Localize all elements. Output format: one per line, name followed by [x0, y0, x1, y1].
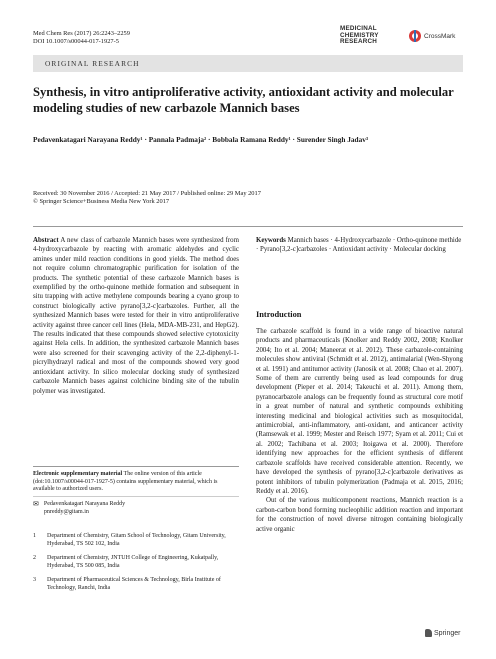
- correspondence: [33, 501, 239, 516]
- affiliation-number: 2: [33, 555, 36, 562]
- abstract-text: A new class of carbazole Mannich bases were synthesized from 4-hydroxycarbazole by reacting with aromatic aldehydes and cyclic amines under mild reaction conditions in good yields. The method does not require column chromatographic purification for isolation of the products. The synthetic potential of these carbazole Mannich bases is exemplified by the ortho-quinone methide formation and subsequent in situ trapping with active methylene compounds bearing a cyano group to construct biologically active pyrano[3,2-c]carbazoles. Further, all the synthesized Mannich bases were tested for their in vitro antiproliferative activity against three cancer cell lines (Hela, MDA-MB-231, and HepG2). The results indicated that these compounds showed selective cytotoxicity against Hela cells. In addition, the synthesized carbazole Mannich bases were also screened for their scavenging activity of the 2,2-diphenyl-1-picrylhydrazyl radical and most of the compounds showed very good antioxidant activity. In silico molecular docking study of synthesized carbazole Mannich bases against colchicine binding site of the tubulin polymer was investigated.: [33, 237, 239, 395]
- esm-note: [33, 471, 239, 494]
- paragraph: Out of the various multicomponent reactions, Mannich reaction is a carbon-carbon bond forming nucleophilic addition reaction and important for the construction of novel diverse nitrogen containing biologically active organic: [256, 497, 463, 533]
- affiliation-number: 3: [33, 577, 36, 584]
- affiliation-item: [33, 533, 239, 548]
- affiliation-item: [33, 555, 239, 570]
- springer-horse-icon: [425, 629, 432, 637]
- introduction-body: [256, 327, 463, 534]
- logo-line: RESEARCH: [340, 38, 377, 46]
- esm-label: Electronic supplementary material: [33, 471, 123, 477]
- affiliation-number: 1: [33, 533, 36, 539]
- publisher-label: Springer: [434, 629, 461, 637]
- crossmark-icon: [409, 30, 421, 42]
- affiliation-item: [33, 577, 239, 592]
- affiliation-text: Department of Pharmaceutical Sciences & Technology, Birla Institute of Technology, Ranchi, India: [47, 577, 221, 591]
- corresponding-author: Pedavenkatagari Narayana Reddy: [43, 501, 126, 507]
- email-link[interactable]: pnreddy@gitam.in: [43, 508, 89, 515]
- affiliation-text: Department of Chemistry, Gitam School of Technology, Gitam University, Hyderabad, TS 502 102, India: [47, 533, 226, 547]
- divider: [33, 226, 463, 227]
- envelope-icon: ✉: [33, 500, 39, 508]
- author-list: Pedavenkatagari Narayana Reddy¹ · Pannala Padmaja² · Bobbala Ramana Reddy¹ · Surender Singh Jadav³: [33, 135, 369, 144]
- dates-line: Received: 30 November 2016 / Accepted: 21 May 2017 / Published online: 29 May 2017: [33, 190, 261, 197]
- footnote-divider: [33, 466, 239, 467]
- publisher-mark: [425, 629, 460, 637]
- keywords-text: Mannich bases · 4-Hydroxycarbazole · Ortho-quinone methide · Pyrano[3,2-c]carbazoles · Antioxidant activity · Molecular docking: [256, 237, 462, 254]
- article-title: Synthesis, in vitro antiproliferative activity, antioxidant activity and molecular modeling studies of new carbazole Mannich bases: [33, 85, 454, 115]
- keywords-label: Keywords: [256, 237, 286, 244]
- copyright-line: © Springer Science+Business Media New York 2017: [33, 198, 170, 206]
- paragraph: The carbazole scaffold is found in a wide range of bioactive natural products and pharmaceuticals (Knolker and Reddy 2002, 2008; Knolker 2004; Ito et al. 2004; Maneerat et al. 2012). These carbazole-containing molecules show antiviral (Schmidt et al. 2012), antimalarial (Wen-Shyong et al. 1991) and antitumor activity (Janosik et al. 2008; Chao et al. 2007). Some of them are currently being used as lead compounds for drug development (Pieper et al. 2014; Takeuchi et al. 2011). Among them, pyranocarbazole analogs can be frequently found as structural core motif in a great number of natural and synthetic compounds exhibiting interesting medicinal and biological activities such as mosquitocidal, antimicrobial, anti-inflammatory, anti-oxidant, and anticancer activity (Ramsewak et al. 1999; Mester and Reisch 1977; Syam et al. 2011; Cui et al. 2002; Tachibana et al. 2003; Itoigawa et al. 2000). Therefore identifying new approaches for the efficient synthesis of different carbazole scaffolds have received considerable attention. Recently, we have developed the synthesis of pyrano[3,2-c]carbazole derivatives as potent inhibitors of tubulin polymerization (Padmaja et al. 2015, 2016; Reddy et al. 2016).: [256, 328, 463, 495]
- keywords: [256, 236, 463, 255]
- affiliations: [33, 533, 239, 593]
- esm-text[interactable]: The online version of this article (doi:10.1007/s00044-017-1927-5) contains supplementary material, which is available to authorized users.: [33, 471, 218, 493]
- doi-line: DOI 10.1007/s00044-017-1927-5: [33, 38, 119, 45]
- publication-dates: [33, 190, 261, 207]
- section-heading: Introduction: [256, 310, 302, 319]
- footnote-divider: [33, 496, 239, 497]
- abstract: [33, 236, 239, 396]
- journal-logo[interactable]: [340, 26, 379, 46]
- citation-line: Med Chem Res (2017) 26:2243–2259: [33, 30, 130, 37]
- crossmark-label: CrossMark: [424, 32, 456, 40]
- logo-line: CHEMISTRY: [340, 31, 379, 39]
- logo-line: MEDICINAL: [340, 25, 377, 32]
- affiliation-text: Department of Chemistry, JNTUH College of Engineering, Kukatpally, Hyderabad, TS 500 085, India: [47, 555, 219, 569]
- journal-citation: [33, 30, 130, 46]
- article-type-label: ORIGINAL RESEARCH: [45, 59, 140, 68]
- abstract-label: Abstract: [33, 237, 59, 244]
- crossmark-badge[interactable]: [409, 30, 455, 42]
